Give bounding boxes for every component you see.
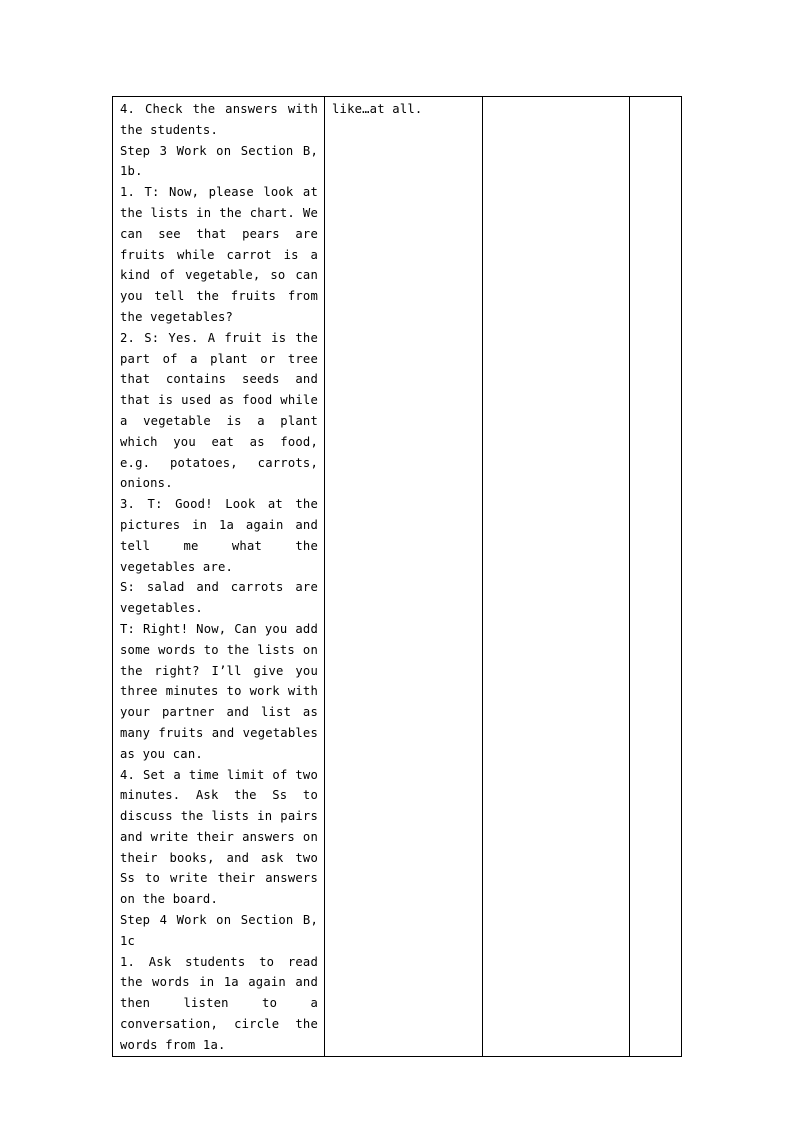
- paragraph-teacher-question: 1. T: Now, please look at the lists in the chart. We can see that pears are fruits while carrot is a kind of vegetable, so can you tell the fruits from the vegetables?: [120, 185, 318, 324]
- paragraph-look-at-pictures: 3. T: Good! Look at the pictures in 1a again and tell me what the vegetables are.: [120, 497, 318, 574]
- column-4-text: [630, 97, 681, 99]
- language-note-text: like…at all.: [332, 102, 423, 116]
- paragraph-step-3-heading: Step 3 Work on Section B, 1b.: [120, 143, 318, 179]
- table-row: [113, 97, 682, 1057]
- paragraph-time-limit: 4. Set a time limit of two minutes. Ask the Ss to discuss the lists in pairs and write their answers on their books, and ask two Ss to write their answers on the board.: [120, 767, 318, 907]
- language-note-cell: [325, 97, 483, 1057]
- lesson-plan-table: [112, 96, 682, 1057]
- procedure-cell: [113, 97, 325, 1057]
- paragraph-check-answers: 4. Check the answers with the students.: [120, 102, 318, 137]
- empty-cell-3: [483, 97, 630, 1057]
- column-3-text: [483, 97, 629, 99]
- paragraph-add-words: T: Right! Now, Can you add some words to the lists on the right? I’ll give you three minutes to work with your partner and list as many fruits and vegetables as you can.: [120, 621, 318, 761]
- paragraph-step-4-heading: Step 4 Work on Section B, 1c: [120, 913, 318, 948]
- paragraph-student-vegetables: S: salad and carrots are vegetables.: [120, 580, 318, 616]
- paragraph-read-and-listen: 1. Ask students to read the words in 1a again and then listen to a conversation, circle the words from 1a.: [120, 954, 318, 1052]
- paragraph-student-answer: 2. S: Yes. A fruit is the part of a plant or tree that contains seeds and that is used as food while a vegetable is a plant which you eat as food, e.g. potatoes, carrots, onions.: [120, 330, 318, 491]
- empty-cell-4: [630, 97, 682, 1057]
- procedure-text: [113, 97, 324, 1056]
